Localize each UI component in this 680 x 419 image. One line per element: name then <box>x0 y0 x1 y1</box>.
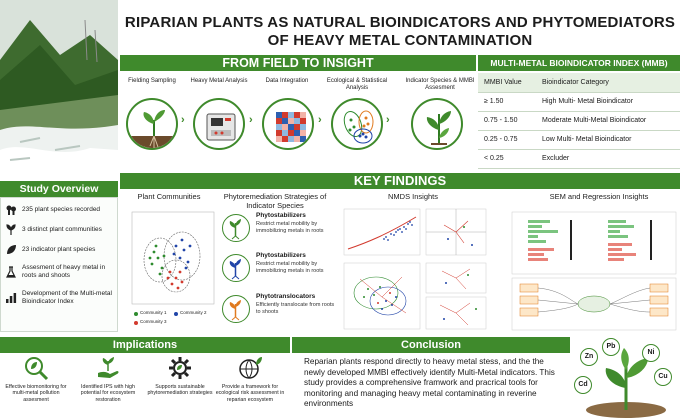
overview-text: Assesment of heavy metal in roots and shoots <box>22 264 106 279</box>
mmbi-value: 0.25 - 0.75 <box>478 130 536 149</box>
step-data-integration <box>254 78 320 94</box>
step-label: Heavy Metal Analysis <box>190 78 248 84</box>
implication-text: Identified IPS with high potential for ecosystem restoration <box>80 384 136 403</box>
flask-icon <box>5 266 17 278</box>
mmbi-value: 0.75 - 1.50 <box>478 111 536 130</box>
conclusion-header: Conclusion <box>292 337 570 353</box>
bar-chart-icon <box>5 292 17 304</box>
phyto-title: Phytostabilizers <box>256 212 306 219</box>
phyto-item <box>222 252 332 292</box>
implications-header: Implications <box>0 337 290 353</box>
mmbi-category: Moderate Multi-Metal Bioindicator <box>536 111 680 130</box>
river-landscape-photo <box>0 0 118 178</box>
nmds-figure-thumbnail <box>336 205 492 333</box>
field-to-insight-header: FROM FIELD TO INSIGHT <box>120 55 476 71</box>
implication-item <box>144 355 216 397</box>
title-line-2: OF HEAVY METAL CONTAMINATION <box>267 32 533 49</box>
indicator-plant-icon <box>411 98 463 150</box>
plant-communities-plot <box>124 206 218 332</box>
legend-community-1: Community 1 <box>140 310 167 315</box>
step-indicator-species-mmbi <box>404 78 476 94</box>
list-item <box>5 264 117 279</box>
leaf-icon <box>5 244 17 256</box>
step-field-sampling <box>120 78 184 94</box>
step-label: Indicator Species & MMBI Assesment <box>405 78 475 91</box>
list-item <box>5 244 95 256</box>
list-item <box>5 224 102 236</box>
community-icon <box>5 224 17 236</box>
metal-ni: Ni <box>642 344 660 362</box>
step-label: Data Integration <box>265 78 309 84</box>
orange-sprout-icon <box>222 295 250 323</box>
phyto-desc: Restrict metal mobility by immobilizing metals in roots <box>256 221 324 234</box>
table-row <box>478 73 680 92</box>
overview-text: 3 distinct plant communities <box>22 226 102 234</box>
globe-plant-icon <box>237 355 263 381</box>
table-row <box>478 92 680 111</box>
phyto-desc: Efficiently translocate from roots to shoots <box>256 302 335 315</box>
overview-text: 235 plant species recorded <box>22 206 101 214</box>
hand-plant-icon <box>95 355 121 381</box>
mmbi-col-value-header: MMBI Value <box>478 73 536 92</box>
overview-text: Development of the Multi-metal Bioindicator Index <box>22 290 112 305</box>
implication-item <box>72 355 144 403</box>
study-overview-panel <box>0 197 118 332</box>
phyto-item <box>222 293 335 333</box>
plant-sprout-icon <box>126 98 178 150</box>
legend-community-2: Community 2 <box>180 310 207 315</box>
metal-cu: Cu <box>654 368 672 386</box>
overview-text: 23 indicator plant species <box>22 246 96 254</box>
metals-plant-illustration <box>566 330 680 419</box>
metal-pb: Pb <box>602 338 620 356</box>
metal-zn: Zn <box>580 348 598 366</box>
list-item <box>5 290 117 305</box>
plants-group-icon <box>5 204 17 216</box>
title-line-1: RIPARIAN PLANTS AS NATURAL BIOINDICATORS AND PHYTOMEDIATORS <box>124 14 676 31</box>
implication-text: Provide a framework for ecological risk assessment in reparian ecosystem <box>215 384 285 403</box>
sem-figure-thumbnail <box>510 210 678 332</box>
mmbi-category: Low Multi- Metal Bioindicator <box>536 130 680 149</box>
key-findings-header: KEY FINDINGS <box>120 173 680 189</box>
implication-text: Supports sustainable phytoremediation strategies <box>147 384 213 397</box>
mmbi-table <box>478 73 680 169</box>
legend-community-3: Community 3 <box>140 319 167 324</box>
table-row <box>478 111 680 130</box>
implication-item <box>212 355 288 403</box>
magnifier-leaf-icon <box>23 355 49 381</box>
green-sprout-icon <box>222 214 250 242</box>
implication-item <box>0 355 72 403</box>
flow-arrow-icon: › <box>249 114 253 126</box>
plant-communities-title: Plant Communities <box>137 192 201 201</box>
mmbi-header: MULTI-METAL BIOINDICATOR INDEX (MMB) <box>478 55 680 71</box>
table-row <box>478 149 680 168</box>
phyto-desc: Restrict metal mobility by immobilizing metals in roots <box>256 261 324 274</box>
nmds-insights-title: NMDS Insights <box>387 192 438 201</box>
step-label: Ecological & Statistical Analysis <box>326 78 388 91</box>
phyto-strategies-title: Phytoremediation Strategies of Indicator Species <box>223 192 327 210</box>
phyto-title: Phytotranslocators <box>256 293 316 300</box>
mmbi-category: Excluder <box>536 149 680 168</box>
mmbi-category: High Multi- Metal Bioindicator <box>536 92 680 111</box>
metal-cd: Cd <box>574 376 592 394</box>
mmbi-value: ≥ 1.50 <box>478 92 536 111</box>
blue-sprout-icon <box>222 254 250 282</box>
phyto-item <box>222 212 332 252</box>
list-item <box>5 204 100 216</box>
gear-icon <box>167 355 193 381</box>
phyto-title: Phytostabilizers <box>256 252 306 259</box>
step-heavy-metal-analysis <box>186 78 252 94</box>
flow-arrow-icon: › <box>386 114 390 126</box>
table-row <box>478 130 680 149</box>
flow-arrow-icon: › <box>318 114 322 126</box>
poster-title <box>120 14 680 50</box>
step-ecological-statistical-analysis <box>322 78 392 94</box>
study-overview-header: Study Overview <box>0 181 118 197</box>
conclusion-text: Reparian plants respond directly to heavy metal stess, and the the newly developed MMBI effectively identify Multi-Metal indicators. This study provides a comprehensive framwork and pracrical tools for monitoring and managing heavy metal contaminating in reverine environments <box>304 357 555 409</box>
sem-regression-title: SEM and Regression Insights <box>549 192 649 201</box>
analyzer-instrument-icon <box>193 98 245 150</box>
mmbi-value: < 0.25 <box>478 149 536 168</box>
step-label: Fielding Sampling <box>128 78 176 84</box>
heatmap-grid-icon <box>262 98 314 150</box>
flow-arrow-icon: › <box>181 114 185 126</box>
implication-text: Effective biomonitoring for multi-metal pollution assesment <box>5 384 67 403</box>
cluster-ellipses-icon <box>331 98 383 150</box>
mmbi-col-category-header: Bioindicator Category <box>536 73 680 92</box>
